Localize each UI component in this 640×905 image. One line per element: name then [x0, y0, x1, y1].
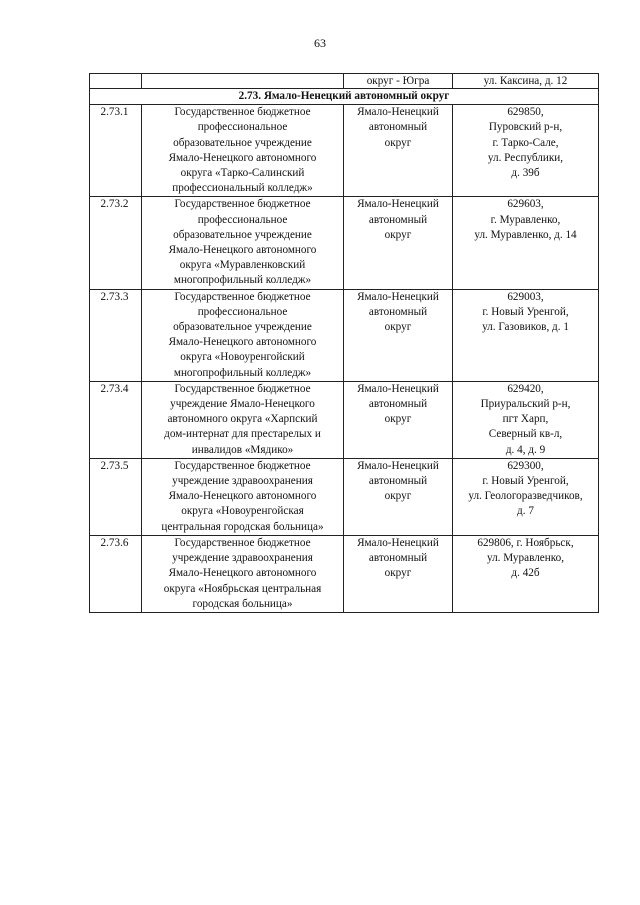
cell-number	[90, 74, 142, 89]
cell-region: Ямало-Ненецкий автономный округ	[344, 289, 453, 381]
cell-address: 629806, г. Ноябрьск, ул. Муравленко, д. 42б	[453, 535, 599, 612]
cell-name: Государственное бюджетное учреждение здравоохранения Ямало-Ненецкого автономного округа «Новоуренгойская центральная городская больница»	[142, 458, 344, 535]
cell-region: Ямало-Ненецкий автономный округ	[344, 535, 453, 612]
cell-name: Государственное бюджетное профессиональное образовательное учреждение Ямало-Ненецкого автономного округа «Новоуренгойский многопрофильный колледж»	[142, 289, 344, 381]
cell-region: Ямало-Ненецкий автономный округ	[344, 381, 453, 458]
cell-name: Государственное бюджетное профессиональное образовательное учреждение Ямало-Ненецкого автономного округа «Муравленковский многопрофильный колледж»	[142, 197, 344, 289]
continuation-row	[90, 74, 599, 89]
cell-region: Ямало-Ненецкий автономный округ	[344, 197, 453, 289]
table-row	[90, 458, 599, 535]
cell-number: 2.73.1	[90, 105, 142, 197]
page-number: 63	[314, 36, 326, 50]
cell-address: 629603, г. Муравленко, ул. Муравленко, д. 14	[453, 197, 599, 289]
cell-name: Государственное бюджетное профессиональное образовательное учреждение Ямало-Ненецкого автономного округа «Тарко-Салинский профессиональный колледж»	[142, 105, 344, 197]
table-row	[90, 381, 599, 458]
cell-address: 629300, г. Новый Уренгой, ул. Геологоразведчиков, д. 7	[453, 458, 599, 535]
table-row	[90, 197, 599, 289]
cell-number: 2.73.5	[90, 458, 142, 535]
cell-address: 629003, г. Новый Уренгой, ул. Газовиков, д. 1	[453, 289, 599, 381]
cell-number: 2.73.6	[90, 535, 142, 612]
table-row	[90, 535, 599, 612]
cell-name	[142, 74, 344, 89]
section-title: 2.73. Ямало-Ненецкий автономный округ	[90, 89, 599, 105]
cell-name: Государственное бюджетное учреждение Ямало-Ненецкого автономного округа «Харпский дом-интернат для престарелых и инвалидов «Мядико»	[142, 381, 344, 458]
cell-number: 2.73.2	[90, 197, 142, 289]
cell-region: округ - Югра	[344, 74, 453, 89]
cell-number: 2.73.3	[90, 289, 142, 381]
cell-address: 629850, Пуровский р-н, г. Тарко-Сале, ул. Республики, д. 39б	[453, 105, 599, 197]
table-row	[90, 289, 599, 381]
cell-name: Государственное бюджетное учреждение здравоохранения Ямало-Ненецкого автономного округа «Ноябрьская центральная городская больница»	[142, 535, 344, 612]
table-row	[90, 105, 599, 197]
cell-number: 2.73.4	[90, 381, 142, 458]
cell-address: 629420, Приуральский р-н, пгт Харп, Северный кв-л, д. 4, д. 9	[453, 381, 599, 458]
cell-address: ул. Каксина, д. 12	[453, 74, 599, 89]
cell-region: Ямало-Ненецкий автономный округ	[344, 458, 453, 535]
section-heading-row	[90, 89, 599, 105]
institutions-table	[89, 73, 599, 613]
cell-region: Ямало-Ненецкий автономный округ	[344, 105, 453, 197]
